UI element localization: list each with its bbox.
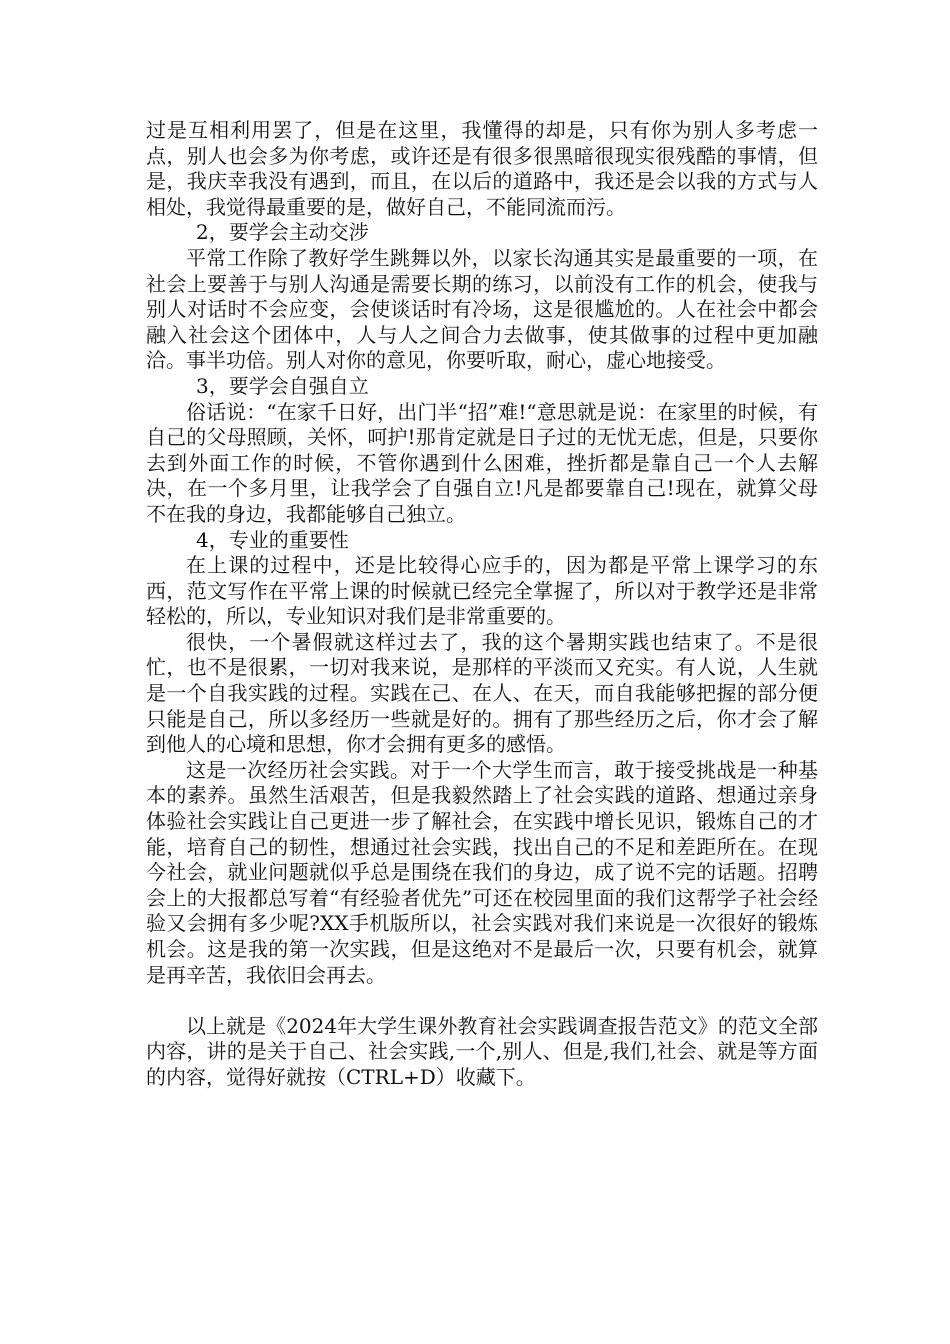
paragraph-self-reliance: 俗话说：“在家千日好，出门半“招”难!“意思就是说：在家里的时候，有自己的父母照顾，关怀，呵护!那肯定就是日子过的无忧无虑，但是，只要你去到外面工作的时候，不管你遇到什么困难，挫折都是靠自己一个人去解决，在一个多月里，让我学会了自强自立!凡是都要靠自己!现在，就算父母不在我的身边，我都能够自己独立。 xyxy=(146,399,818,526)
section-heading-2: 2，要学会主动交涉 xyxy=(196,220,369,245)
section-heading-3: 3，要学会自强自立 xyxy=(196,373,369,398)
blank-line xyxy=(146,988,818,1014)
paragraph-communication: 平常工作除了教好学生跳舞以外，以家长沟通其实是最重要的一项，在社会上要善于与别人沟通是需要长期的练习，以前没有工作的机会，使我与别人对话时不会应变，会使谈话时有冷场，这是很尴尬的。人在社会中都会融入社会这个团体中，人与人之间合力去做事，使其做事的过程中更加融洽。事半功倍。别人对你的意见，你要听取，耐心，虚心地接受。 xyxy=(146,245,818,373)
paragraph-social-practice: 这是一次经历社会实践。对于一个大学生而言，敢于接受挑战是一种基本的素养。虽然生活艰苦，但是我毅然踏上了社会实践的道路、想通过亲身体验社会实践让自己更进一步了解社会，在实践中增长见识，锻炼自己的才能，培育自己的韧性，想通过社会实践，找出自己的不足和差距所在。在现今社会，就业问题就似乎总是围绕在我们的身边，成了说不完的话题。招聘会上的大报都总写着“有经验者优先”可还在校园里面的我们这帮学子社会经验又会拥有多少呢?XX手机版所以，社会实践对我们来说是一次很好的锻炼机会。这是我的第一次实践，但是这绝对不是最后一次，只要有机会，就算是再辛苦，我依旧会再去。 xyxy=(146,757,818,987)
paragraph-closing-note: 以上就是《2024年大学生课外教育社会实践调查报告范文》的范文全部内容，讲的是关于自己、社会实践,一个,别人、但是,我们,社会、就是等方面的内容，觉得好就按（CTRL+D）收藏下。 xyxy=(146,1013,818,1089)
paragraph-continuation: 过是互相利用罢了，但是在这里，我懂得的却是，只有你为别人多考虑一点，别人也会多为你考虑，或许还是有很多很黑暗很现实很残酷的事情，但是，我庆幸我没有遇到，而且，在以后的道路中，我还是会以我的方式与人相处，我觉得最重要的是，做好自己，不能同流而污。 xyxy=(146,118,818,219)
document-page xyxy=(146,118,818,1091)
paragraph-summer-end: 很快，一个暑假就这样过去了，我的这个暑期实践也结束了。不是很忙，也不是很累，一切对我来说，是那样的平淡而又充实。有人说，人生就是一个自我实践的过程。实践在己、在人、在天，而自我能够把握的部分便只能是自己，所以多经历一些就是好的。拥有了那些经历之后，你才会了解到他人的心境和思想，你才会拥有更多的感悟。 xyxy=(146,629,818,757)
section-heading-4: 4，专业的重要性 xyxy=(196,527,349,552)
paragraph-profession: 在上课的过程中，还是比较得心应手的，因为都是平常上课学习的东西，范文写作在平常上课的时候就已经完全掌握了，所以对于教学还是非常轻松的，所以，专业知识对我们是非常重要的。 xyxy=(146,553,818,629)
